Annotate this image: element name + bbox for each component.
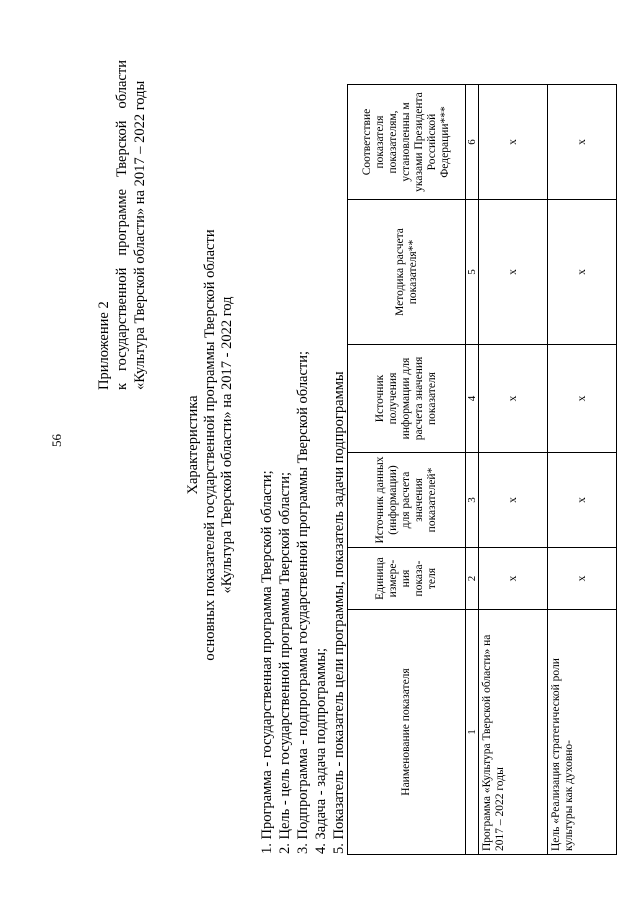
column-number: 4 bbox=[466, 345, 479, 453]
appendix-word: государственной bbox=[114, 267, 130, 371]
appendix-word: области bbox=[114, 60, 130, 109]
appendix-word: Тверской bbox=[114, 120, 130, 177]
header-unit: Единица измере-ния показа-теля bbox=[348, 548, 466, 610]
column-number-row bbox=[466, 85, 479, 855]
page-number: 56 bbox=[49, 434, 64, 447]
unit-cell: х bbox=[479, 548, 548, 610]
method-cell: х bbox=[479, 200, 548, 345]
characteristic-subtitle: основных показателей государственной программы Тверской области bbox=[202, 229, 218, 661]
table-row bbox=[548, 85, 617, 855]
compliance-cell: х bbox=[548, 85, 617, 200]
data-source-cell: х bbox=[479, 453, 548, 548]
table-row bbox=[479, 85, 548, 855]
header-indicator-name: Наименование показателя bbox=[348, 610, 466, 855]
method-cell: х bbox=[548, 200, 617, 345]
column-number: 6 bbox=[466, 85, 479, 200]
header-compliance: Соответствие показателя показателям, установленны м указами Президента Российской Федерации*** bbox=[348, 85, 466, 200]
info-source-cell: х bbox=[548, 345, 617, 453]
definition-item: 1. Программа - государственная программа Тверской области; bbox=[259, 470, 275, 854]
appendix-line-2 bbox=[113, 60, 131, 390]
definition-item: 2. Цель - цель государственной программы Тверской области; bbox=[277, 471, 293, 854]
characteristic-program: «Культура Тверской области» на 2017 - 2022 год bbox=[219, 296, 235, 594]
appendix-header bbox=[95, 60, 149, 390]
column-number: 5 bbox=[466, 200, 479, 345]
appendix-word: программе bbox=[114, 188, 130, 256]
indicator-name-cell: Цель «Реализация стратегической роли культуры как духовно- bbox=[548, 610, 617, 855]
definition-item: 5. Показатель - показатель цели программы, показатель задачи подпрограммы bbox=[331, 371, 347, 854]
appendix-program-name: «Культура Тверской области» на 2017 – 2022 годы bbox=[132, 80, 148, 390]
header-info-source: Источник получения информации для расчета значения показателя bbox=[348, 345, 466, 453]
definition-item: 4. Задача - задача подпрограммы; bbox=[313, 648, 329, 854]
column-number: 1 bbox=[466, 610, 479, 855]
characteristic-title: Характеристика bbox=[185, 395, 201, 495]
info-source-cell: х bbox=[479, 345, 548, 453]
definition-item: 3. Подпрограмма - подпрограмма государственной программы Тверской области; bbox=[295, 350, 311, 854]
indicators-table bbox=[347, 84, 617, 855]
column-number: 3 bbox=[466, 453, 479, 548]
definitions-list bbox=[258, 94, 348, 854]
indicator-name-cell: Программа «Культура Тверской области» на 2017 – 2022 годы bbox=[479, 610, 548, 855]
data-source-cell: х bbox=[548, 453, 617, 548]
unit-cell: х bbox=[548, 548, 617, 610]
characteristic-title-block bbox=[185, 210, 236, 680]
header-data-source: Источник данных (информации) для расчета значения показателей* bbox=[348, 453, 466, 548]
rotated-page-content bbox=[95, 60, 588, 860]
column-number: 2 bbox=[466, 548, 479, 610]
header-method: Методика расчета показателя** bbox=[348, 200, 466, 345]
appendix-title: Приложение 2 bbox=[96, 301, 112, 390]
compliance-cell: х bbox=[479, 85, 548, 200]
appendix-word: к bbox=[114, 382, 130, 390]
table-header-row bbox=[348, 85, 466, 855]
